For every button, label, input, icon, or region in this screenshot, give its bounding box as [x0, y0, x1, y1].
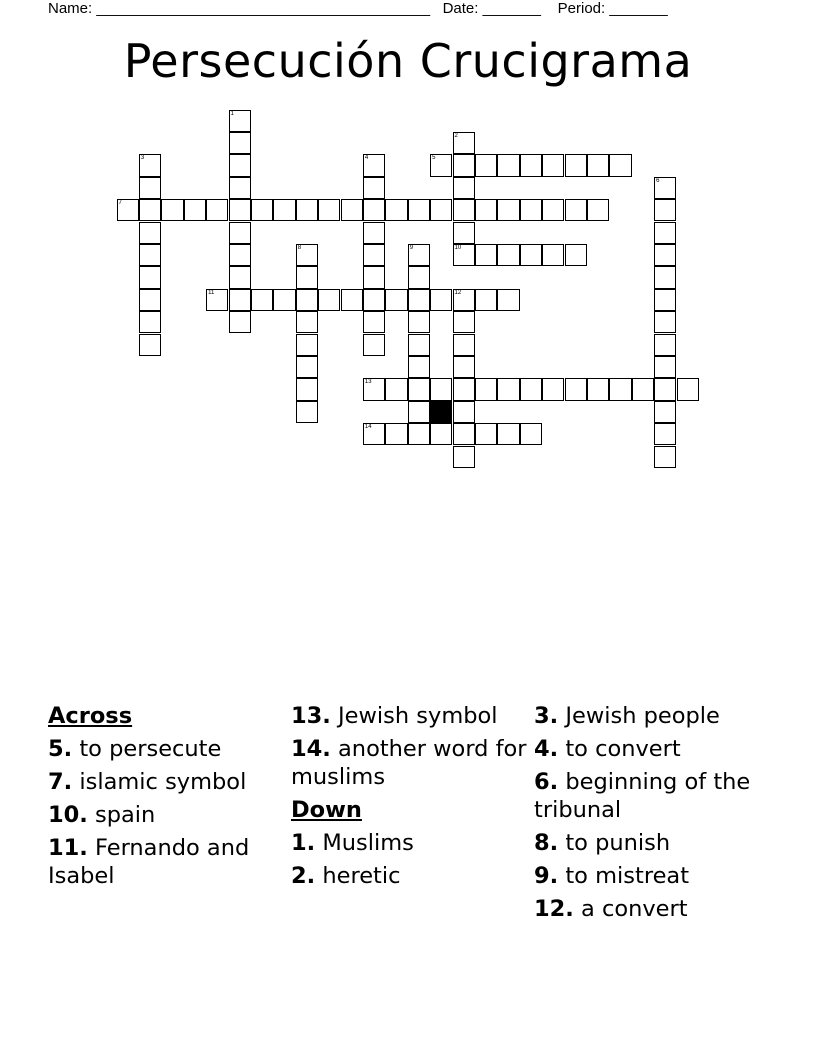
grid-cell[interactable] [654, 244, 676, 266]
grid-cell[interactable] [296, 334, 318, 356]
grid-cell[interactable] [273, 289, 295, 311]
grid-cell[interactable] [565, 199, 587, 221]
grid-cell[interactable] [430, 289, 452, 311]
grid-cell[interactable] [251, 289, 273, 311]
grid-cell[interactable] [139, 199, 161, 221]
grid-cell[interactable] [296, 244, 318, 266]
grid-cell[interactable] [296, 356, 318, 378]
clue-down-9: 9. to mistreat [534, 863, 690, 889]
grid-cell[interactable] [430, 423, 452, 445]
grid-cell[interactable] [453, 401, 475, 423]
grid-cell[interactable] [273, 199, 295, 221]
grid-cell[interactable] [385, 423, 407, 445]
grid-cell[interactable] [453, 334, 475, 356]
grid-cell[interactable] [229, 266, 251, 288]
grid-cell[interactable] [609, 154, 631, 176]
grid-cell[interactable] [654, 266, 676, 288]
grid-cell[interactable] [497, 423, 519, 445]
grid-cell[interactable] [229, 154, 251, 176]
grid-cell[interactable] [497, 154, 519, 176]
grid-cell[interactable] [161, 199, 183, 221]
grid-cell[interactable] [587, 199, 609, 221]
clue-down-12: 12. a convert [534, 896, 688, 922]
grid-cell[interactable] [654, 289, 676, 311]
grid-cell[interactable] [453, 289, 475, 311]
clue-number: 2 [454, 132, 458, 139]
grid-cell[interactable] [654, 334, 676, 356]
grid-cell[interactable] [341, 199, 363, 221]
grid-cell[interactable] [408, 334, 430, 356]
grid-cell[interactable] [677, 378, 699, 400]
grid-cell[interactable] [632, 378, 654, 400]
grid-cell[interactable] [408, 199, 430, 221]
grid-cell[interactable] [654, 446, 676, 468]
grid-cell[interactable] [363, 154, 385, 176]
grid-cell[interactable] [296, 401, 318, 423]
grid-cell[interactable] [520, 423, 542, 445]
grid-cell[interactable] [475, 154, 497, 176]
grid-cell[interactable] [229, 244, 251, 266]
grid-cell[interactable] [229, 110, 251, 132]
clue-number: 6 [656, 177, 660, 184]
grid-cell[interactable] [229, 199, 251, 221]
name-field[interactable]: Name: ________________________________________ [48, 0, 431, 17]
grid-cell[interactable] [363, 289, 385, 311]
grid-cell[interactable] [385, 289, 407, 311]
grid-cell[interactable] [296, 289, 318, 311]
grid-cell[interactable] [229, 132, 251, 154]
grid-cell[interactable] [229, 222, 251, 244]
grid-cell[interactable] [408, 356, 430, 378]
grid-cell[interactable] [654, 222, 676, 244]
clue-across-13: 13. Jewish symbol [291, 703, 498, 729]
worksheet-header [48, 0, 668, 17]
grid-cell[interactable] [430, 199, 452, 221]
clue-number: 13 [364, 379, 372, 386]
grid-cell[interactable] [229, 289, 251, 311]
grid-cell[interactable] [475, 378, 497, 400]
grid-cell[interactable] [363, 199, 385, 221]
grid-cell[interactable] [542, 199, 564, 221]
grid-cell[interactable] [453, 423, 475, 445]
grid-cell[interactable] [497, 199, 519, 221]
grid-cell[interactable] [363, 334, 385, 356]
grid-cell[interactable] [408, 378, 430, 400]
clue-down-2: 2. heretic [291, 863, 401, 889]
grid-cell[interactable] [139, 266, 161, 288]
grid-cell[interactable] [139, 334, 161, 356]
grid-cell[interactable] [363, 222, 385, 244]
grid-cell[interactable] [453, 177, 475, 199]
grid-cell[interactable] [363, 177, 385, 199]
clue-across-5: 5. to persecute [48, 736, 222, 762]
grid-cell[interactable] [520, 199, 542, 221]
grid-cell[interactable] [251, 199, 273, 221]
grid-cell[interactable] [475, 199, 497, 221]
grid-cell[interactable] [206, 199, 228, 221]
clue-number: 9 [409, 244, 414, 251]
grid-cell[interactable] [453, 132, 475, 154]
grid-cell[interactable] [139, 244, 161, 266]
grid-cell[interactable] [229, 177, 251, 199]
grid-cell[interactable] [565, 378, 587, 400]
clue-number: 8 [297, 244, 302, 251]
grid-cell[interactable] [296, 266, 318, 288]
clue-across-11: 11. Fernando and Isabel [48, 835, 250, 889]
clue-number: 4 [364, 155, 369, 162]
grid-cell[interactable] [609, 378, 631, 400]
clue-number: 10 [454, 244, 462, 251]
grid-cell[interactable] [497, 378, 519, 400]
clue-number: 14 [364, 424, 372, 431]
grid-cell[interactable] [520, 244, 542, 266]
grid-cell[interactable] [363, 378, 385, 400]
grid-cell[interactable] [296, 199, 318, 221]
grid-cell[interactable] [520, 378, 542, 400]
grid-cell[interactable] [139, 154, 161, 176]
clue-down-6: 6. beginning of the tribunal [534, 769, 751, 823]
clue-number: 5 [432, 155, 436, 162]
grid-cell[interactable] [206, 289, 228, 311]
grid-cell[interactable] [363, 266, 385, 288]
clue-down-4: 4. to convert [534, 736, 681, 762]
grid-cell[interactable] [475, 423, 497, 445]
clue-across-14: 14. another word for muslims [291, 736, 527, 790]
grid-cell[interactable] [453, 446, 475, 468]
period-field[interactable]: Period: _______ [557, 0, 668, 17]
clue-down-8: 8. to punish [534, 830, 671, 856]
clue-across-7: 7. islamic symbol [48, 769, 247, 795]
grid-cell[interactable] [453, 356, 475, 378]
clue-number: 12 [454, 289, 462, 296]
black-cell [430, 401, 452, 423]
grid-cell[interactable] [654, 378, 676, 400]
grid-cell[interactable] [363, 311, 385, 333]
grid-cell[interactable] [453, 222, 475, 244]
clue-number: 7 [118, 200, 122, 207]
grid-cell[interactable] [453, 378, 475, 400]
grid-cell[interactable] [139, 311, 161, 333]
clue-down-1: 1. Muslims [291, 830, 414, 856]
grid-cell[interactable] [139, 289, 161, 311]
down-heading: Down [291, 797, 362, 823]
grid-cell[interactable] [229, 311, 251, 333]
clues-column-3 [534, 702, 774, 928]
grid-cell[interactable] [430, 154, 452, 176]
grid-cell[interactable] [654, 356, 676, 378]
grid-cell[interactable] [587, 378, 609, 400]
grid-cell[interactable] [139, 177, 161, 199]
grid-cell[interactable] [408, 289, 430, 311]
grid-cell[interactable] [453, 154, 475, 176]
clue-down-3: 3. Jewish people [534, 703, 720, 729]
clue-across-10: 10. spain [48, 802, 156, 828]
grid-cell[interactable] [542, 378, 564, 400]
grid-cell[interactable] [408, 401, 430, 423]
grid-cell[interactable] [542, 154, 564, 176]
grid-cell[interactable] [408, 311, 430, 333]
grid-cell[interactable] [139, 222, 161, 244]
date-field[interactable]: Date: _______ [442, 0, 541, 17]
grid-cell[interactable] [453, 311, 475, 333]
grid-cell[interactable] [542, 244, 564, 266]
grid-cell[interactable] [520, 154, 542, 176]
grid-cell[interactable] [475, 289, 497, 311]
grid-cell[interactable] [408, 266, 430, 288]
grid-cell[interactable] [453, 244, 475, 266]
grid-cell[interactable] [318, 289, 340, 311]
grid-cell[interactable] [654, 177, 676, 199]
grid-cell[interactable] [654, 401, 676, 423]
grid-cell[interactable] [565, 244, 587, 266]
grid-cell[interactable] [341, 289, 363, 311]
grid-cell[interactable] [363, 423, 385, 445]
grid-cell[interactable] [385, 199, 407, 221]
grid-cell[interactable] [654, 423, 676, 445]
clues-column-2 [291, 702, 531, 895]
grid-cell[interactable] [565, 154, 587, 176]
grid-cell[interactable] [408, 423, 430, 445]
grid-cell[interactable] [184, 199, 206, 221]
clues-column-1 [48, 702, 288, 895]
across-heading: Across [48, 703, 133, 729]
grid-cell[interactable] [408, 244, 430, 266]
clue-number: 11 [208, 289, 215, 296]
grid-cell[interactable] [475, 244, 497, 266]
grid-cell[interactable] [117, 199, 139, 221]
grid-cell[interactable] [654, 199, 676, 221]
clue-number: 3 [140, 155, 145, 162]
grid-cell[interactable] [497, 289, 519, 311]
grid-cell[interactable] [363, 244, 385, 266]
grid-cell[interactable] [296, 378, 318, 400]
page-title: Persecución Crucigrama [123, 34, 693, 88]
grid-cell[interactable] [296, 311, 318, 333]
grid-cell[interactable] [654, 311, 676, 333]
grid-cell[interactable] [497, 244, 519, 266]
grid-cell[interactable] [587, 154, 609, 176]
grid-cell[interactable] [318, 199, 340, 221]
grid-cell[interactable] [385, 378, 407, 400]
grid-cell[interactable] [453, 199, 475, 221]
grid-cell[interactable] [430, 378, 452, 400]
clue-number: 1 [230, 110, 234, 117]
